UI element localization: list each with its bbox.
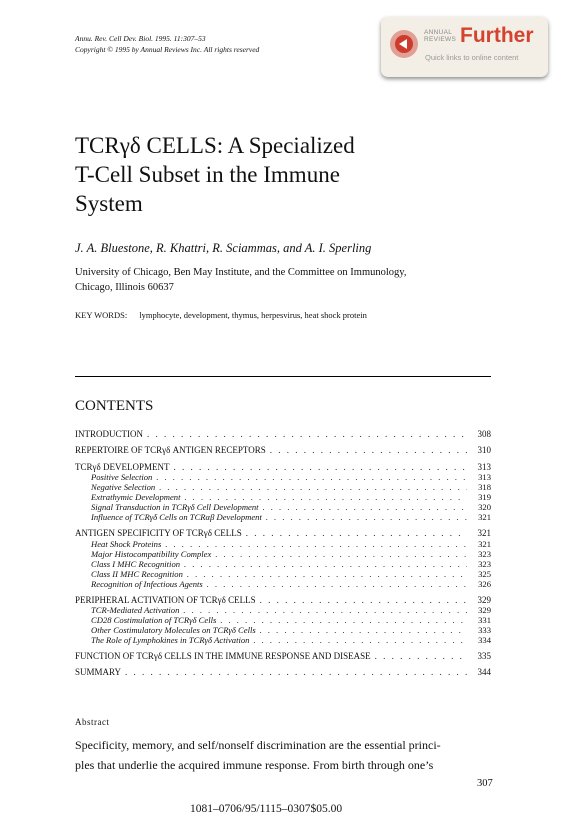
toc-entry-page: 325 [478,568,491,579]
toc-leader-dots [125,667,467,677]
toc-entry-page: 331 [478,614,491,625]
toc-leader-dots [260,625,467,635]
toc-entry-page: 323 [478,558,491,569]
toc-leader-dots [260,595,467,605]
toc-entry-label: Recognition of Infectious Agents [91,578,203,589]
toc-entry[interactable] [75,635,491,645]
toc-entry[interactable] [75,539,491,549]
toc-leader-dots [159,482,467,492]
toc-entry[interactable] [75,472,491,482]
toc-entry[interactable] [75,651,491,661]
further-logo-icon [390,30,418,58]
toc-entry-page: 310 [477,445,491,456]
toc-leader-dots [207,579,467,589]
toc-leader-dots [375,651,467,661]
journal-citation [75,33,259,55]
toc-leader-dots [263,502,467,512]
authors: J. A. Bluestone, R. Khattri, R. Sciammas, and A. I. Sperling [75,241,372,255]
toc-entry[interactable] [75,502,491,512]
toc-entry[interactable] [75,667,491,677]
toc-leader-dots [183,605,467,615]
further-title: Further [460,24,534,47]
toc-entry-page: 308 [477,429,491,439]
toc-entry-page: 335 [477,650,491,661]
toc-leader-dots [246,528,467,538]
toc-entry-label: INTRODUCTION [75,429,143,439]
toc-entry-label: Negative Selection [91,482,156,493]
toc-entry-page: 329 [478,604,491,615]
toc-leader-dots [173,462,467,472]
toc-entry-label: The Role of Lymphokines in TCRγδ Activation [91,634,250,645]
toc-entry-label: Class I MHC Recognition [91,558,181,569]
toc-leader-dots [220,615,467,625]
toc-leader-dots [215,549,467,559]
toc-entry-label: Extrathymic Development [91,492,181,503]
toc-entry-page: 344 [477,667,491,678]
toc-leader-dots [184,492,467,502]
toc-entry-label: Other Costimulatory Molecules on TCRγδ Cells [91,624,256,635]
toc-entry-page: 321 [478,512,491,523]
table-of-contents [75,429,491,678]
abstract-body [75,735,491,775]
keywords-label: KEY WORDS: [75,310,128,320]
contents-heading: CONTENTS [75,398,154,414]
toc-entry[interactable] [75,482,491,492]
toc-entry-label: ANTIGEN SPECIFICITY OF TCRγδ CELLS [75,528,242,539]
affiliation-line: University of Chicago, Ben May Institute, and the Committee on Immunology, [75,267,407,278]
toc-entry-label: TCRγδ DEVELOPMENT [75,461,170,472]
toc-entry-label: Heat Shock Proteins [91,538,162,549]
toc-entry-label: TCR-Mediated Activation [91,604,180,615]
toc-leader-dots [266,512,467,522]
price-code: 1081–0706/95/1115–0307$05.00 [190,803,343,815]
toc-entry-page: 329 [477,594,491,605]
toc-entry-label: Major Histocompatibility Complex [91,548,212,559]
abstract-line: ples that underlie the acquired immune response. From birth through one’s [75,758,434,772]
abstract-heading: Abstract [75,717,110,727]
toc-entry-label: Positive Selection [91,472,153,483]
toc-entry-label: REPERTOIRE OF TCRγδ ANTIGEN RECEPTORS [75,445,266,456]
toc-entry[interactable] [75,462,491,472]
toc-entry[interactable] [75,615,491,625]
title-line: TCRγδ CELLS: A Specialized [75,133,355,158]
abstract-line: Specificity, memory, and self/nonself discrimination are the essential princi- [75,738,441,752]
toc-entry-label: Signal Transduction in TCRγδ Cell Development [91,502,259,513]
title-line: T-Cell Subset in the Immune [75,162,340,187]
keywords [75,310,367,320]
toc-entry[interactable] [75,429,491,439]
article-title [75,131,355,218]
toc-entry-page: 320 [478,502,491,513]
title-line: System [75,191,143,216]
affiliation-line: Chicago, Illinois 60637 [75,282,174,293]
toc-entry[interactable] [75,579,491,589]
affiliation [75,265,406,295]
page-number: 307 [477,778,493,789]
toc-entry[interactable] [75,625,491,635]
annual-reviews-wordmark [424,29,456,43]
keywords-text: lymphocyte, development, thymus, herpesvirus, heat shock protein [139,310,367,320]
toc-entry-page: 319 [478,492,491,503]
toc-entry-label: Class II MHC Recognition [91,568,183,579]
section-divider [75,376,491,377]
toc-leader-dots [253,635,467,645]
annual-label: ANNUAL [424,29,453,36]
toc-entry-label: CD28 Costimulation of TCRγδ Cells [91,614,217,625]
further-subtitle: Quick links to online content [425,53,519,62]
toc-entry-label: Influence of TCRγδ Cells on TCRαβ Development [91,512,262,523]
toc-leader-dots [184,559,467,569]
reviews-label: REVIEWS [424,36,457,43]
further-banner[interactable] [381,17,548,77]
copyright-line: Copyright © 1995 by Annual Reviews Inc. All rights reserved [75,45,260,54]
toc-entry[interactable] [75,528,491,538]
toc-leader-dots [187,569,467,579]
toc-entry-page: 333 [478,624,491,635]
toc-entry-page: 321 [478,538,491,549]
toc-entry-page: 326 [478,578,491,589]
toc-entry-label: FUNCTION OF TCRγδ CELLS IN THE IMMUNE RESPONSE AND DISEASE [75,650,371,661]
toc-entry-page: 313 [477,461,491,472]
toc-entry-label: SUMMARY [75,667,122,678]
toc-leader-dots [147,429,467,439]
toc-entry-page: 313 [478,472,491,483]
journal-citation-line: Annu. Rev. Cell Dev. Biol. 1995. 11:307–53 [75,34,206,43]
toc-entry[interactable] [75,605,491,615]
toc-entry-page: 318 [478,482,491,493]
toc-entry[interactable] [75,569,491,579]
toc-entry[interactable] [75,512,491,522]
toc-leader-dots [165,539,467,549]
toc-leader-dots [270,445,467,455]
toc-entry[interactable] [75,445,491,455]
toc-entry-label: PERIPHERAL ACTIVATION OF TCRγδ CELLS [75,594,256,605]
toc-entry-page: 323 [478,548,491,559]
toc-entry-page: 321 [477,528,491,539]
toc-entry[interactable] [75,595,491,605]
toc-entry[interactable] [75,492,491,502]
toc-entry-page: 334 [478,634,491,645]
toc-entry[interactable] [75,559,491,569]
toc-leader-dots [156,472,467,482]
toc-entry[interactable] [75,549,491,559]
